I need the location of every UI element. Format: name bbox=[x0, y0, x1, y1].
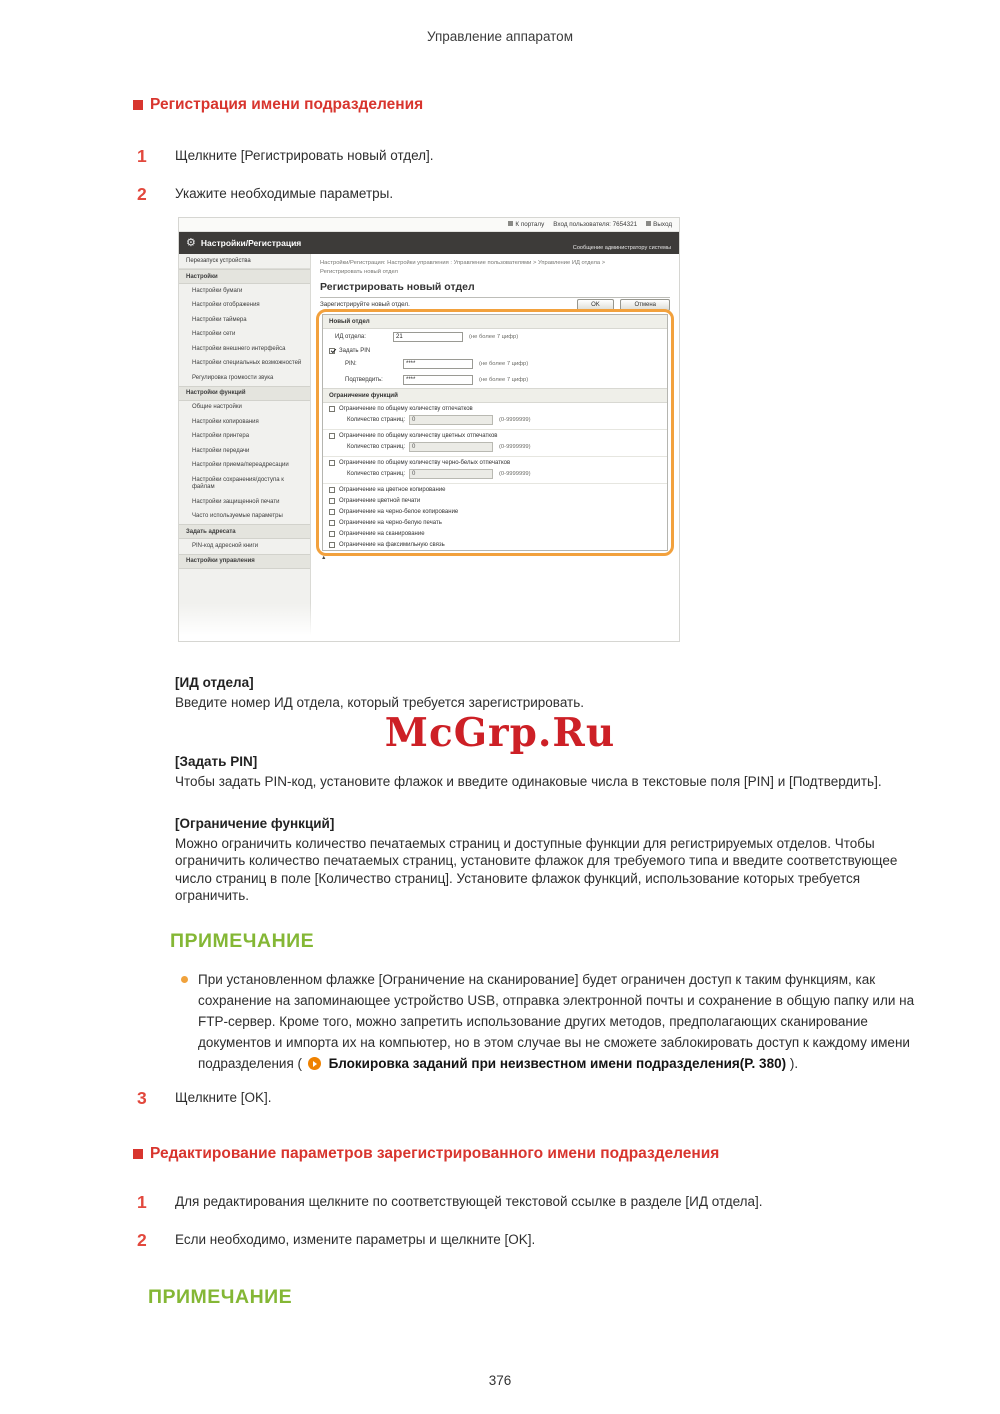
note-bullet-text: При установленном флажке [Ограничение на сканирование] будет ограничен доступ к таким функциям, как сохранение на запоминающее устройство USB, отправка электронной почты и сохранение в общую папку или на FTP-сервер. Кроме того, можно запретить использование других методов, предполагающих сканирование документов и импорта их на компьютер, но в этом случае вы не сможете заблокировать доступ к каждому имени подразделения ( bbox=[198, 971, 915, 1072]
confirm-label: Подтвердить: bbox=[345, 377, 383, 384]
settings-sidebar bbox=[179, 254, 311, 641]
breadcrumb[interactable]: Настройки/Регистрация: Настройки управления : Управление пользователями > Управление ИД отдела > Регистрировать новый отдел bbox=[320, 260, 606, 275]
doc-chapter-header: Управление аппаратом bbox=[427, 29, 573, 44]
login-user-label: Вход пользователя: 7654321 bbox=[553, 221, 638, 228]
sidebar-item-store-access-files[interactable]: Настройки сохранения/доступа к файлам bbox=[192, 476, 284, 490]
step-number: 2 bbox=[137, 1230, 147, 1251]
sidebar-section-function-settings: Настройки функций bbox=[179, 386, 310, 401]
remote-ui-screenshot bbox=[178, 217, 680, 642]
sidebar-item-external-interface[interactable]: Настройки внешнего интерфейса bbox=[192, 345, 286, 352]
step-number: 1 bbox=[137, 146, 147, 166]
sidebar-item-secure-print[interactable]: Настройки защищенной печати bbox=[192, 498, 280, 505]
restrict-total-prints-label: Ограничение по общему количеству отпечатков bbox=[339, 405, 473, 412]
ok-button[interactable]: OK bbox=[577, 299, 614, 311]
restrictions-section-header: Ограничение функций bbox=[323, 388, 667, 403]
section-heading-edit-label: Редактирование параметров зарегистрированного имени подразделения bbox=[150, 1144, 720, 1162]
restrict-bw-print-checkbox[interactable] bbox=[329, 520, 335, 526]
step-text: Укажите необходимые параметры. bbox=[175, 185, 394, 201]
sidebar-item-send-settings[interactable]: Настройки передачи bbox=[192, 447, 250, 454]
restrict-scan-label: Ограничение на сканирование bbox=[339, 530, 425, 537]
red-square-icon bbox=[133, 1149, 143, 1159]
sidebar-item-common-settings[interactable]: Общие настройки bbox=[192, 404, 242, 410]
restrict-total-prints-checkbox[interactable] bbox=[329, 406, 335, 412]
step-number: 2 bbox=[137, 183, 147, 204]
pin-note: (не более 7 цифр) bbox=[479, 361, 529, 368]
page-top-icon[interactable]: ▲ bbox=[321, 555, 327, 562]
dept-id-input[interactable]: 21 bbox=[393, 332, 463, 342]
restrict-bw-prints-checkbox[interactable] bbox=[329, 460, 335, 466]
sidebar-section-settings: Настройки bbox=[179, 269, 310, 284]
desc-restrict-title: [Ограничение функций] bbox=[175, 816, 335, 832]
restrict-color-print-label: Ограничение цветной печати bbox=[339, 497, 421, 504]
register-step-1 bbox=[137, 147, 1000, 166]
register-instruction: Зарегистрируйте новый отдел. bbox=[320, 301, 410, 309]
confirm-input[interactable]: **** bbox=[403, 375, 473, 385]
sidebar-item-frequent-settings[interactable]: Часто используемые параметры bbox=[192, 513, 283, 519]
register-step-3 bbox=[137, 1089, 1000, 1108]
link-arrow-icon[interactable] bbox=[308, 1057, 321, 1070]
sidebar-item-paper-settings[interactable]: Настройки бумаги bbox=[192, 287, 243, 294]
sidebar-section-set-destination: Задать адресата bbox=[179, 524, 310, 539]
sidebar-section-management-settings: Настройки управления bbox=[179, 554, 310, 569]
page-number: 376 bbox=[488, 1373, 512, 1388]
title-divider bbox=[320, 297, 670, 298]
screenshot-top-bar bbox=[179, 218, 679, 232]
page-title: Регистрировать новый отдел bbox=[320, 281, 475, 294]
app-title: Настройки/Регистрация bbox=[200, 238, 302, 248]
settings-main-panel bbox=[311, 254, 679, 641]
portal-icon bbox=[508, 221, 513, 226]
register-step-2 bbox=[137, 185, 1000, 204]
restrict-color-print-checkbox[interactable] bbox=[329, 498, 335, 504]
set-pin-label: Задать PIN bbox=[339, 347, 371, 354]
sidebar-item-printer-settings[interactable]: Настройки принтера bbox=[192, 433, 250, 439]
restrict-color-prints-label: Ограничение по общему количеству цветных отпечатков bbox=[339, 432, 498, 439]
sidebar-item-network-settings[interactable]: Настройки сети bbox=[192, 331, 236, 337]
page-count-note: (0-9999999) bbox=[499, 444, 531, 451]
screenshot-app-header bbox=[179, 232, 679, 254]
page-count-input[interactable]: 0 bbox=[409, 442, 493, 452]
sidebar-item-volume-settings[interactable]: Регулировка громкости звука bbox=[192, 374, 274, 381]
desc-dept-id-title: [ИД отдела] bbox=[175, 675, 254, 690]
page-count-label: Количество страниц: bbox=[347, 444, 406, 451]
restrict-fax-label: Ограничение на факсимильную связь bbox=[339, 541, 445, 548]
page-count-note: (0-9999999) bbox=[499, 471, 531, 478]
note-bullet-tail: ). bbox=[789, 1056, 799, 1072]
restrict-color-prints-checkbox[interactable] bbox=[329, 433, 335, 439]
edit-step-2 bbox=[137, 1231, 1000, 1250]
restrict-bw-copy-checkbox[interactable] bbox=[329, 509, 335, 515]
step-text: Щелкните [OK]. bbox=[175, 1090, 272, 1106]
restrict-fax-checkbox[interactable] bbox=[329, 542, 335, 548]
section-heading-register-label: Регистрация имени подразделения bbox=[150, 96, 424, 113]
new-department-form bbox=[322, 314, 668, 551]
sidebar-item-copy-settings[interactable]: Настройки копирования bbox=[192, 418, 259, 425]
sidebar-item-addressbook-pin[interactable]: PIN-код адресной книги bbox=[192, 542, 259, 549]
red-square-icon bbox=[133, 100, 143, 110]
edit-step-1 bbox=[137, 1193, 1000, 1212]
step-text: Для редактирования щелкните по соответствующей текстовой ссылке в разделе [ИД отдела]. bbox=[175, 1193, 763, 1209]
page-count-input[interactable]: 0 bbox=[409, 415, 493, 425]
dept-id-label: ИД отдела: bbox=[335, 334, 366, 341]
desc-pin-text: Чтобы задать PIN-код, установите флажок и введите одинаковые числа в текстовые поля [PIN] и [Подтвердить]. bbox=[175, 774, 882, 790]
dept-id-note: (не более 7 цифр) bbox=[469, 334, 519, 341]
sidebar-restart-button[interactable]: Перезапуск устройства bbox=[179, 254, 310, 269]
note-bullet-item bbox=[181, 969, 926, 1074]
restrict-bw-print-label: Ограничение на черно-белую печать bbox=[339, 519, 442, 526]
step-number: 3 bbox=[137, 1088, 147, 1109]
sidebar-item-accessibility[interactable]: Настройки специальных возможностей bbox=[192, 360, 302, 366]
bullet-dot-icon bbox=[181, 976, 188, 983]
note-heading-1: ПРИМЕЧАНИЕ bbox=[170, 929, 315, 952]
sidebar-item-display-settings[interactable]: Настройки отображения bbox=[192, 302, 260, 308]
portal-link[interactable]: К порталу bbox=[508, 221, 544, 228]
page-count-note: (0-9999999) bbox=[499, 417, 531, 424]
logout-link[interactable]: Выход bbox=[646, 221, 672, 228]
restrict-color-copy-checkbox[interactable] bbox=[329, 487, 335, 493]
page-count-label: Количество страниц: bbox=[347, 471, 406, 478]
restrict-bw-copy-label: Ограничение на черно-белое копирование bbox=[339, 508, 459, 515]
desc-pin-title: [Задать PIN] bbox=[175, 754, 258, 770]
section-heading-edit bbox=[133, 1145, 1000, 1163]
note-bullet-link[interactable]: Блокировка заданий при неизвестном имени подразделения(P. 380) bbox=[328, 1056, 787, 1072]
screenshot-body bbox=[179, 254, 679, 641]
desc-restrict-text: Можно ограничить количество печатаемых страниц и доступные функции для регистрируемых отделов. Чтобы ограничить количество печатаемых страниц, установите флажок для требуемого типа и введите соответствующее число страниц в поле [Количество страниц]. Установите флажок функций, использование которых требуется ограничить. bbox=[175, 836, 898, 903]
desc-dept-id-text: Введите номер ИД отдела, который требуется зарегистрировать. bbox=[175, 695, 584, 710]
new-dept-section-header: Новый отдел bbox=[323, 315, 667, 329]
admin-message-link[interactable]: Сообщение администратору системы bbox=[572, 245, 671, 251]
watermark: McGrp.Ru bbox=[384, 710, 616, 757]
page-count-input[interactable]: 0 bbox=[409, 469, 493, 479]
step-text: Если необходимо, измените параметры и щелкните [OK]. bbox=[175, 1232, 536, 1248]
restrict-scan-checkbox[interactable] bbox=[329, 531, 335, 537]
sidebar-item-receive-forward[interactable]: Настройки приема/переадресации bbox=[192, 462, 289, 468]
step-number: 1 bbox=[137, 1191, 147, 1212]
section-heading-register bbox=[133, 96, 1000, 114]
logout-icon bbox=[646, 221, 651, 226]
confirm-note: (не более 7 цифр) bbox=[479, 377, 529, 384]
set-pin-checkbox[interactable] bbox=[329, 348, 335, 354]
cancel-button[interactable]: Отмена bbox=[620, 299, 670, 311]
page-count-label: Количество страниц: bbox=[347, 417, 406, 424]
note-heading-2: ПРИМЕЧАНИЕ bbox=[148, 1285, 293, 1308]
pin-input[interactable]: **** bbox=[403, 359, 473, 369]
restrict-bw-prints-label: Ограничение по общему количеству черно-белых отпечатков bbox=[339, 459, 511, 466]
gear-icon: ⚙ bbox=[186, 236, 196, 249]
restrict-color-copy-label: Ограничение на цветное копирование bbox=[339, 486, 446, 493]
pin-label: PIN: bbox=[345, 361, 357, 368]
step-text: Щелкните [Регистрировать новый отдел]. bbox=[175, 148, 434, 163]
sidebar-item-timer-settings[interactable]: Настройки таймера bbox=[192, 316, 247, 323]
